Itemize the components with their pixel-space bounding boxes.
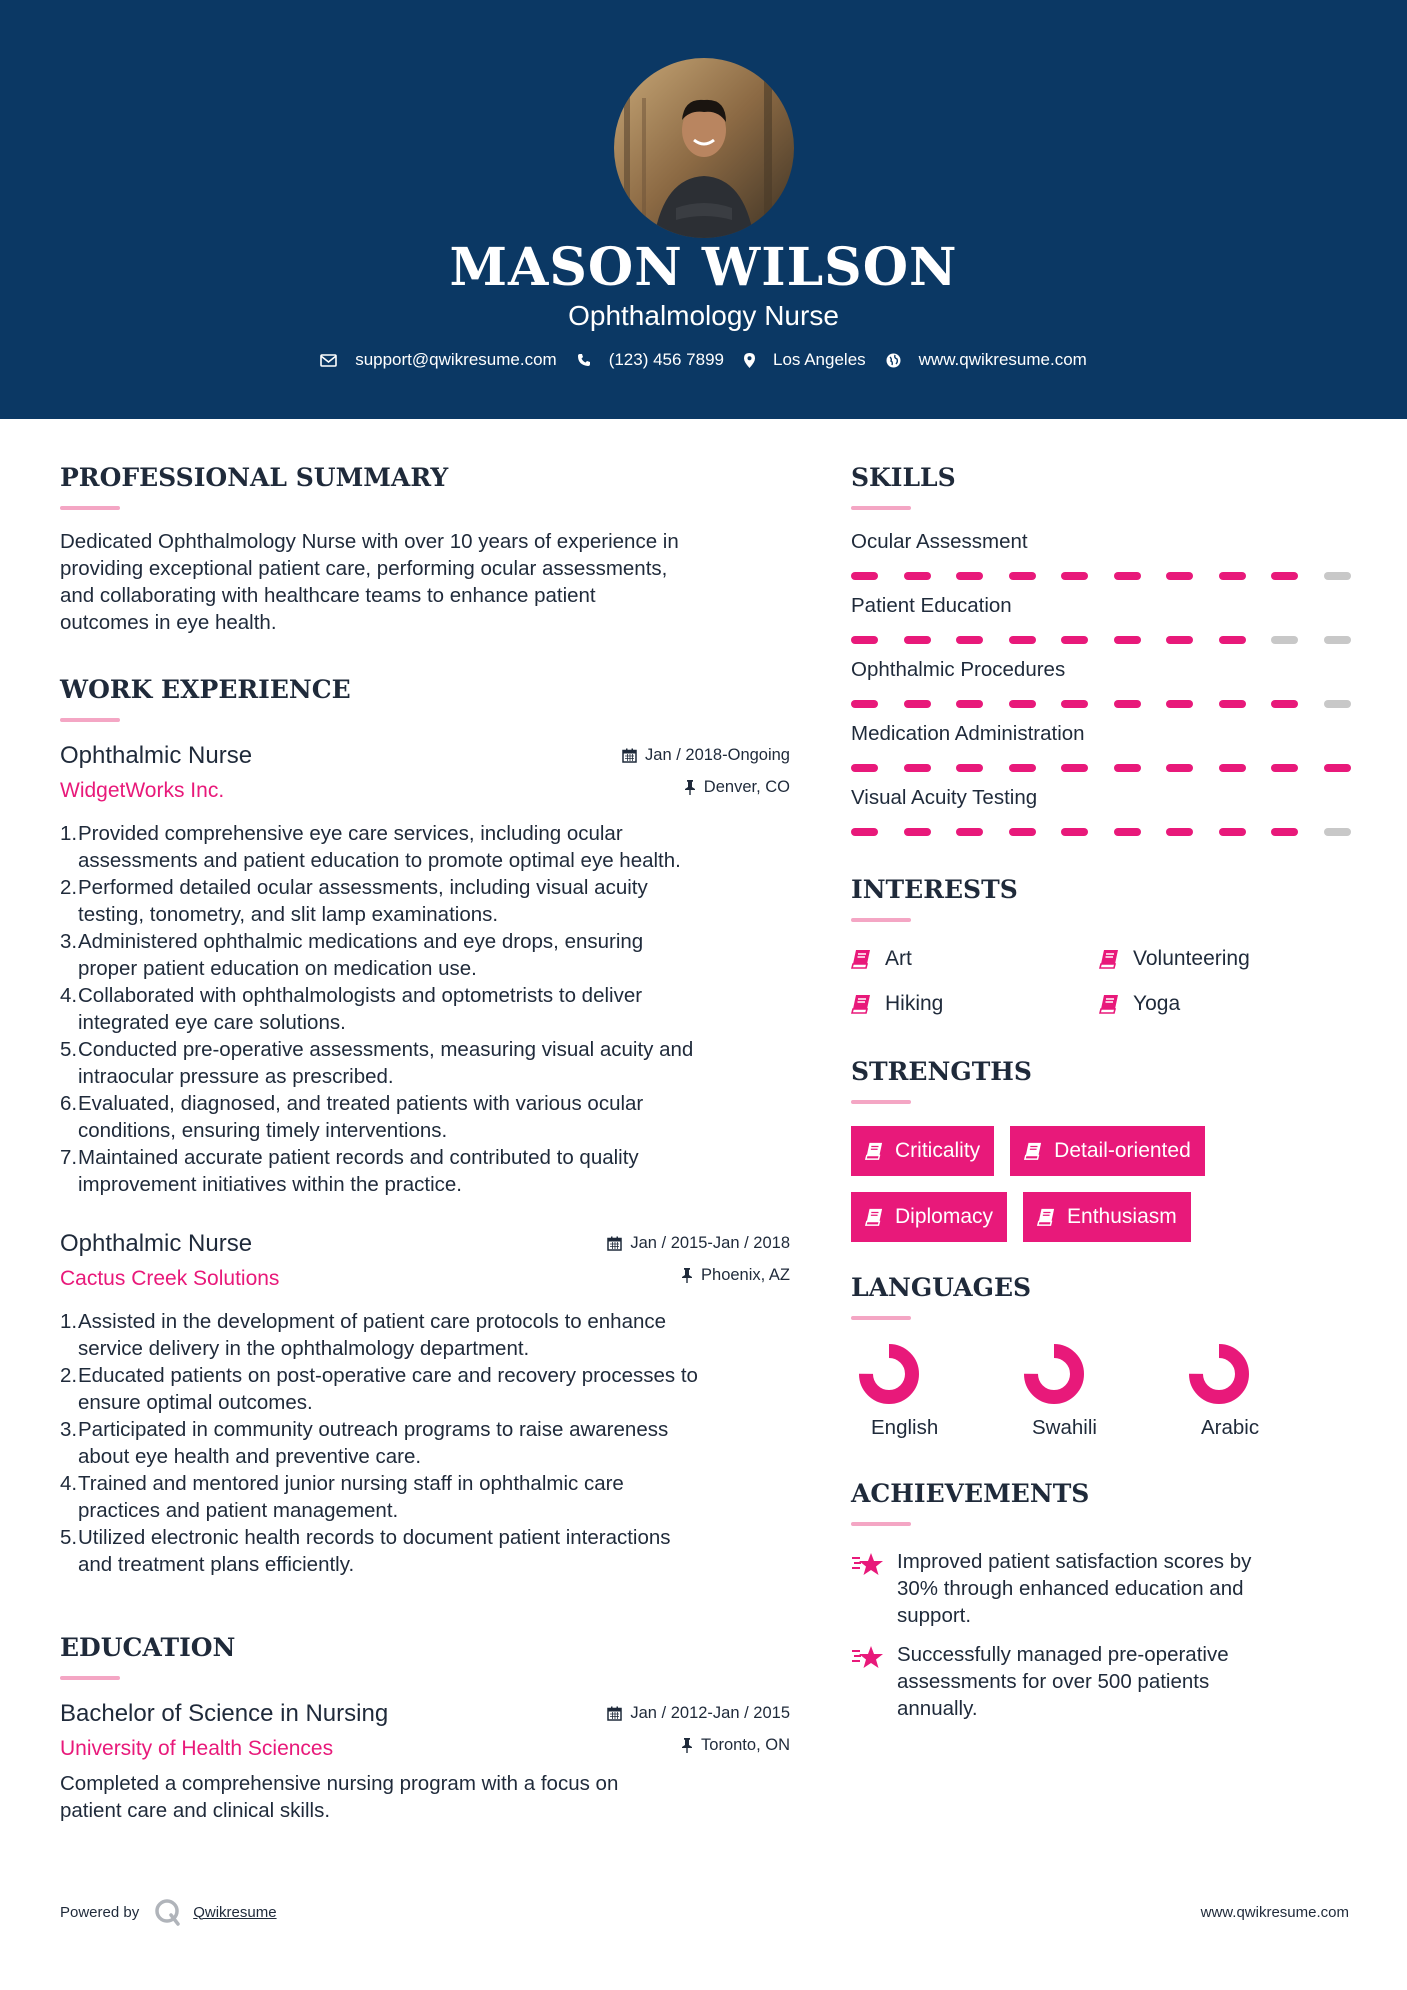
rating-dot-filled	[1114, 764, 1141, 772]
list-item	[60, 1308, 790, 1362]
section-underline	[60, 718, 120, 722]
duty-line: Maintained accurate patient records and contributed to quality	[78, 1146, 639, 1169]
strength-tag	[1023, 1192, 1191, 1242]
candidate-role: Ophthalmology Nurse	[568, 300, 839, 331]
duty-line: Administered ophthalmic medications and eye drops, ensuring	[78, 930, 644, 953]
interest-label: Yoga	[1133, 992, 1181, 1015]
interest-label: Hiking	[885, 992, 944, 1015]
achievement-line: Successfully managed pre-operative	[897, 1643, 1229, 1666]
rating-dot-filled	[851, 764, 878, 772]
duty-line: Performed detailed ocular assessments, including visual acuity	[78, 876, 648, 899]
rating-dot-filled	[1114, 636, 1141, 644]
duty-line: Educated patients on post-operative care and recovery processes to	[78, 1364, 698, 1387]
section-title: STRENGTHS	[851, 1057, 1032, 1086]
footer-website[interactable]: www.qwikresume.com	[1200, 1904, 1349, 1921]
duty-line: Utilized electronic health records to document patient interactions	[78, 1526, 671, 1549]
rating-dot-filled	[1271, 700, 1298, 708]
rating-dot-filled	[1114, 572, 1141, 580]
language-proficiency-ring	[857, 1342, 921, 1406]
section-underline	[851, 1522, 911, 1526]
book-icon	[865, 1142, 883, 1160]
calendar-icon	[622, 748, 637, 763]
rating-dot-filled	[1324, 764, 1351, 772]
interest-item	[1099, 944, 1347, 973]
language-name: Arabic	[1201, 1416, 1260, 1439]
rating-dot-filled	[904, 700, 931, 708]
section-title: LANGUAGES	[851, 1273, 1032, 1302]
rating-dot-filled	[1009, 764, 1036, 772]
list-number: 5.	[60, 1038, 78, 1061]
degree-title: Bachelor of Science in Nursing	[60, 1700, 389, 1727]
list-item	[60, 1362, 790, 1416]
skill-rating	[851, 764, 1351, 772]
phone-icon	[577, 353, 591, 367]
rating-dot-filled	[1219, 572, 1246, 580]
duty-line: testing, tonometry, and slit lamp examinations.	[78, 903, 499, 926]
skill-rating	[851, 700, 1351, 708]
rating-dot-filled	[1219, 636, 1246, 644]
profile-photo	[614, 58, 794, 238]
strength-tags	[851, 1126, 1351, 1242]
globe-icon	[886, 353, 901, 368]
job-duties-list	[60, 1308, 790, 1578]
pushpin-icon	[684, 780, 696, 795]
rating-dot-filled	[904, 636, 931, 644]
book-icon	[1099, 994, 1119, 1014]
summary-line: Dedicated Ophthalmology Nurse with over 10 years of experience in	[60, 530, 679, 553]
map-pin-icon	[744, 353, 755, 368]
qwikresume-logo-icon	[153, 1897, 183, 1927]
rating-dot-filled	[1166, 828, 1193, 836]
achievement-item	[851, 1548, 1351, 1629]
description-line: patient care and clinical skills.	[60, 1799, 331, 1822]
tag-row	[851, 1192, 1351, 1242]
book-icon	[865, 1208, 883, 1226]
job-date-text: Jan / 2018-Ongoing	[645, 746, 790, 764]
summary-line: providing exceptional patient care, performing ocular assessments,	[60, 557, 668, 580]
job-date	[607, 1234, 790, 1253]
duty-line: and treatment plans efficiently.	[78, 1553, 355, 1576]
job-location-text: Denver, CO	[703, 778, 790, 796]
list-number: 5.	[60, 1526, 78, 1549]
proficiency-arc	[1031, 1351, 1077, 1397]
rating-dot-filled	[851, 636, 878, 644]
rating-dot-filled	[1219, 700, 1246, 708]
rating-dot-filled	[904, 572, 931, 580]
rating-dot-filled	[1009, 700, 1036, 708]
job-entry	[60, 740, 790, 1198]
job-title: Ophthalmic Nurse	[60, 742, 253, 769]
rating-dot-filled	[1271, 764, 1298, 772]
language-item	[1016, 1342, 1181, 1440]
list-item	[60, 820, 790, 874]
list-item	[60, 928, 790, 982]
work-experience-section	[60, 674, 790, 1578]
contact-email-text: support@qwikresume.com	[355, 350, 557, 369]
skill-name: Ophthalmic Procedures	[851, 658, 1066, 681]
job-title: Ophthalmic Nurse	[60, 1230, 253, 1257]
skill-rating	[851, 828, 1351, 836]
calendar-icon	[607, 1706, 622, 1721]
section-title: INTERESTS	[851, 875, 1018, 904]
rating-dot-empty	[1324, 572, 1351, 580]
rating-dot-filled	[1271, 572, 1298, 580]
duty-line: Trained and mentored junior nursing staff in ophthalmic care	[78, 1472, 624, 1495]
job-company: WidgetWorks Inc.	[60, 779, 225, 802]
proficiency-arc	[866, 1351, 912, 1397]
rating-dot-filled	[1009, 828, 1036, 836]
rating-dot-filled	[851, 700, 878, 708]
skill-item	[851, 656, 1351, 708]
pushpin-icon	[681, 1268, 693, 1283]
section-underline	[60, 506, 120, 510]
achievement-line: annually.	[897, 1697, 978, 1720]
duty-line: ensure optimal outcomes.	[78, 1391, 313, 1414]
rating-dot-filled	[1271, 828, 1298, 836]
description-line: Completed a comprehensive nursing program with a focus on	[60, 1772, 619, 1795]
skill-name: Ocular Assessment	[851, 530, 1028, 553]
skill-name: Medication Administration	[851, 722, 1085, 745]
achievement-line: 30% through enhanced education and	[897, 1577, 1244, 1600]
skill-item	[851, 784, 1351, 836]
list-number: 4.	[60, 984, 78, 1007]
rating-dot-filled	[1166, 764, 1193, 772]
envelope-icon	[320, 354, 337, 367]
job-entry	[60, 1228, 790, 1578]
shooting-star-icon	[851, 1550, 885, 1580]
job-company: Cactus Creek Solutions	[60, 1267, 280, 1290]
skill-item	[851, 720, 1351, 772]
contact-website[interactable]	[886, 350, 1087, 370]
footer-powered-by	[60, 1897, 277, 1927]
duty-line: Collaborated with ophthalmologists and optometrists to deliver	[78, 984, 643, 1007]
achievement-line: assessments for over 500 patients	[897, 1670, 1210, 1693]
interest-item	[1099, 989, 1347, 1018]
section-title: EDUCATION	[60, 1633, 236, 1662]
languages-section	[851, 1272, 1351, 1440]
interest-item	[851, 944, 1099, 973]
book-icon	[851, 994, 871, 1014]
rating-dot-filled	[904, 764, 931, 772]
tag-row	[851, 1126, 1351, 1176]
summary-line: outcomes in eye health.	[60, 611, 277, 634]
strength-tag	[1010, 1126, 1205, 1176]
achievements-section	[851, 1478, 1351, 1722]
pushpin-icon	[681, 1738, 693, 1753]
skill-rating	[851, 636, 1351, 644]
rating-dot-filled	[1166, 700, 1193, 708]
rating-dot-filled	[956, 572, 983, 580]
duty-line: integrated eye care solutions.	[78, 1011, 346, 1034]
qwikresume-link[interactable]: Qwikresume	[193, 1903, 277, 1921]
rating-dot-filled	[851, 572, 878, 580]
rating-dot-filled	[1061, 700, 1088, 708]
rating-dot-empty	[1324, 828, 1351, 836]
interests-grid	[851, 944, 1351, 1018]
duty-line: improvement initiatives within the practice.	[78, 1173, 462, 1196]
skills-list	[851, 528, 1351, 836]
language-item	[851, 1342, 1016, 1440]
rating-dot-filled	[1061, 828, 1088, 836]
rating-dot-filled	[1219, 828, 1246, 836]
section-underline	[851, 1100, 911, 1104]
interest-item	[851, 989, 1099, 1018]
section-underline	[60, 1676, 120, 1680]
rating-dot-empty	[1324, 636, 1351, 644]
rating-dot-filled	[956, 700, 983, 708]
duty-line: Conducted pre-operative assessments, measuring visual acuity and	[78, 1038, 694, 1061]
language-name: Swahili	[1032, 1416, 1097, 1439]
list-number: 2.	[60, 876, 78, 899]
rating-dot-filled	[956, 764, 983, 772]
list-item	[60, 1470, 790, 1524]
contact-location	[744, 350, 866, 370]
section-underline	[851, 506, 911, 510]
school-name: University of Health Sciences	[60, 1737, 334, 1760]
rating-dot-filled	[1219, 764, 1246, 772]
list-item	[60, 1090, 790, 1144]
education-section	[60, 1632, 790, 1824]
rating-dot-filled	[956, 828, 983, 836]
summary-text	[60, 528, 790, 636]
skill-item	[851, 592, 1351, 644]
right-column	[851, 462, 1351, 1722]
section-title: PROFESSIONAL SUMMARY	[60, 463, 449, 492]
rating-dot-filled	[1166, 636, 1193, 644]
list-number: 1.	[60, 1310, 78, 1333]
education-location	[681, 1736, 790, 1755]
summary-line: and collaborating with healthcare teams to enhance patient	[60, 584, 596, 607]
job-location	[684, 778, 790, 797]
list-item	[60, 982, 790, 1036]
achievement-text	[897, 1548, 1251, 1629]
duty-line: intraocular pressure as prescribed.	[78, 1065, 394, 1088]
list-item	[60, 1144, 790, 1198]
language-item	[1181, 1342, 1346, 1440]
education-location-text: Toronto, ON	[701, 1736, 790, 1754]
contact-bar	[0, 350, 1407, 370]
education-entry	[60, 1698, 790, 1824]
rating-dot-filled	[1009, 636, 1036, 644]
calendar-icon	[607, 1236, 622, 1251]
rating-dot-empty	[1271, 636, 1298, 644]
duty-line: service delivery in the ophthalmology department.	[78, 1337, 530, 1360]
duty-line: proper patient education on medication use.	[78, 957, 477, 980]
skill-name: Patient Education	[851, 594, 1012, 617]
list-item	[60, 1036, 790, 1090]
list-item	[60, 1524, 790, 1578]
duty-line: Evaluated, diagnosed, and treated patients with various ocular	[78, 1092, 644, 1115]
rating-dot-filled	[956, 636, 983, 644]
education-date	[607, 1704, 790, 1723]
rating-dot-filled	[1061, 636, 1088, 644]
rating-dot-filled	[1061, 572, 1088, 580]
book-icon	[1099, 949, 1119, 969]
strength-label: Detail-oriented	[1054, 1139, 1191, 1162]
skill-rating	[851, 572, 1351, 580]
job-duties-list	[60, 820, 790, 1198]
section-underline	[851, 918, 911, 922]
rating-dot-filled	[1166, 572, 1193, 580]
job-date-text: Jan / 2015-Jan / 2018	[630, 1234, 790, 1252]
list-number: 7.	[60, 1146, 78, 1169]
rating-dot-filled	[1009, 572, 1036, 580]
book-icon	[1037, 1208, 1055, 1226]
education-date-text: Jan / 2012-Jan / 2015	[630, 1704, 790, 1722]
contact-phone-text: (123) 456 7899	[608, 350, 725, 369]
language-proficiency-ring	[1022, 1342, 1086, 1406]
strength-tag	[851, 1126, 994, 1176]
duty-line: assessments and patient education to promote optimal eye health.	[78, 849, 681, 872]
contact-phone[interactable]	[577, 350, 724, 370]
list-number: 4.	[60, 1472, 78, 1495]
job-location-text: Phoenix, AZ	[701, 1266, 790, 1284]
duty-line: conditions, ensuring timely interventions.	[78, 1119, 448, 1142]
strength-label: Enthusiasm	[1067, 1205, 1177, 1228]
achievement-line: Improved patient satisfaction scores by	[897, 1550, 1252, 1573]
rating-dot-filled	[851, 828, 878, 836]
duty-line: Participated in community outreach programs to raise awareness	[78, 1418, 669, 1441]
rating-dot-filled	[1061, 764, 1088, 772]
job-date	[622, 746, 790, 765]
strengths-section	[851, 1056, 1351, 1242]
resume-header	[0, 0, 1407, 419]
language-name: English	[871, 1416, 939, 1439]
left-column	[60, 462, 790, 1824]
section-underline	[851, 1316, 911, 1320]
strength-label: Diplomacy	[895, 1205, 994, 1228]
contact-location-text: Los Angeles	[773, 350, 866, 369]
contact-email[interactable]	[320, 350, 557, 370]
education-description	[60, 1770, 790, 1824]
list-number: 3.	[60, 1418, 78, 1441]
achievement-text	[897, 1641, 1229, 1722]
skill-name: Visual Acuity Testing	[851, 786, 1038, 809]
list-item	[60, 1416, 790, 1470]
section-title: SKILLS	[851, 463, 956, 492]
strength-tag	[851, 1192, 1007, 1242]
book-icon	[851, 949, 871, 969]
duty-line: about eye health and preventive care.	[78, 1445, 422, 1468]
language-proficiency-ring	[1187, 1342, 1251, 1406]
languages-list	[851, 1342, 1351, 1440]
rating-dot-filled	[904, 828, 931, 836]
strength-label: Criticality	[895, 1139, 981, 1162]
book-icon	[1024, 1142, 1042, 1160]
skill-item	[851, 528, 1351, 580]
proficiency-arc	[1196, 1351, 1242, 1397]
duty-line: practices and patient management.	[78, 1499, 399, 1522]
list-number: 3.	[60, 930, 78, 953]
candidate-name: MASON WILSON	[449, 237, 958, 298]
list-item	[60, 874, 790, 928]
list-number: 6.	[60, 1092, 78, 1115]
section-title: ACHIEVEMENTS	[851, 1479, 1090, 1508]
interests-section	[851, 874, 1351, 1018]
shooting-star-icon	[851, 1643, 885, 1673]
powered-by-text: Powered by	[60, 1903, 140, 1921]
duty-line: Provided comprehensive eye care services, including ocular	[78, 822, 623, 845]
list-number: 1.	[60, 822, 78, 845]
list-number: 2.	[60, 1364, 78, 1387]
professional-summary-section	[60, 462, 790, 636]
job-location	[681, 1266, 790, 1285]
contact-website-text: www.qwikresume.com	[918, 350, 1087, 369]
interest-label: Volunteering	[1133, 947, 1250, 970]
duty-line: Assisted in the development of patient care protocols to enhance	[78, 1310, 667, 1333]
skills-section	[851, 462, 1351, 836]
rating-dot-filled	[1114, 700, 1141, 708]
interest-label: Art	[885, 947, 912, 970]
achievement-line: support.	[897, 1604, 972, 1627]
rating-dot-empty	[1324, 700, 1351, 708]
achievement-item	[851, 1641, 1351, 1722]
section-title: WORK EXPERIENCE	[60, 675, 351, 704]
rating-dot-filled	[1114, 828, 1141, 836]
